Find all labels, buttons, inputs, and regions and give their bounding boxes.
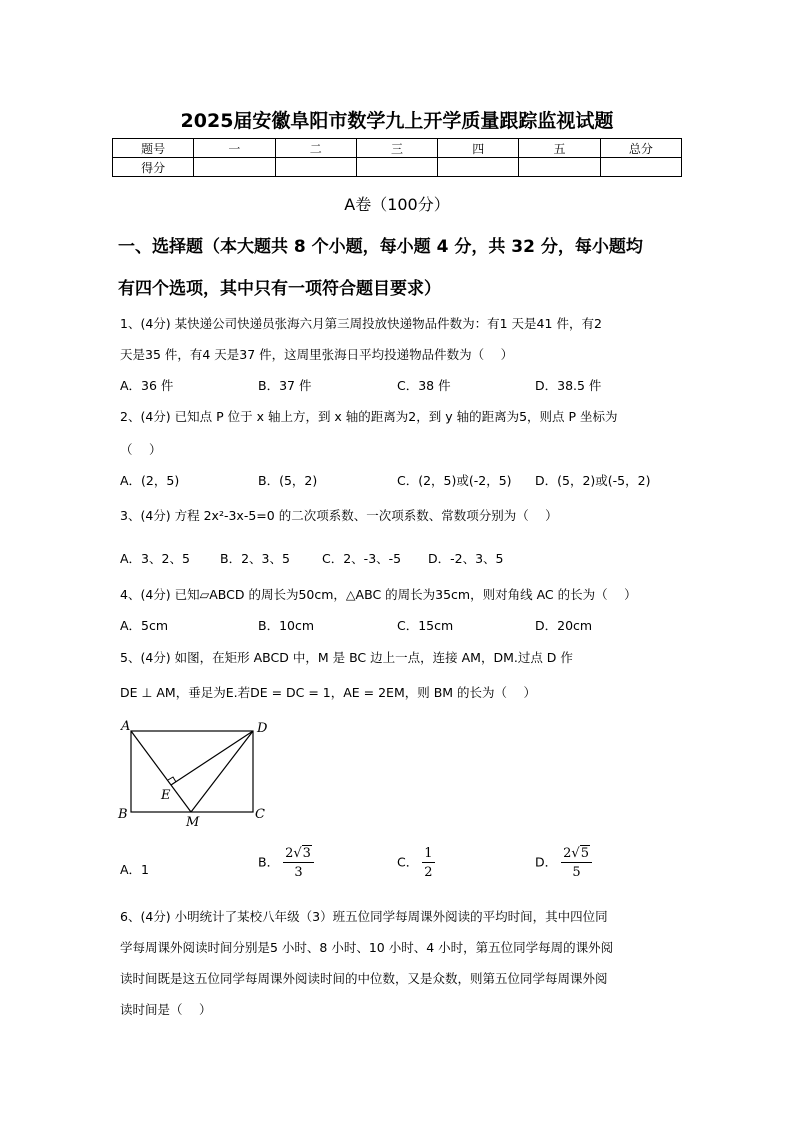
score-cell xyxy=(194,158,275,177)
q1-option-b: B．37 件 xyxy=(258,378,312,393)
rectangle-abcd-figure xyxy=(112,716,272,831)
score-header-cell: 一 xyxy=(194,139,275,158)
q2-option-b: B．(5，2) xyxy=(258,473,318,488)
label-m: M xyxy=(186,815,200,830)
q5-option-d-prefix: D． xyxy=(535,854,558,870)
q4-option-a: A．5cm xyxy=(120,618,169,633)
q5-option-d-coef: 2 xyxy=(563,846,572,861)
score-header-cell: 四 xyxy=(438,139,519,158)
q5-option-c-prefix: C． xyxy=(397,854,419,870)
segment-dm xyxy=(191,731,253,812)
section1-heading-line2: 有四个选项，其中只有一项符合题目要求） xyxy=(118,279,441,299)
q5-option-b-coef: 2 xyxy=(285,846,294,861)
q1-option-c: C．38 件 xyxy=(397,378,451,393)
paper-a-heading: A卷（100分） xyxy=(344,195,450,214)
score-cell xyxy=(356,158,437,177)
q5-option-b xyxy=(258,846,314,880)
label-a: A xyxy=(121,719,131,734)
q2-line2: （ ） xyxy=(120,442,162,457)
q5-option-d-fraction: $\frac{2√5}{5}$ xyxy=(561,846,592,880)
score-cell xyxy=(600,158,681,177)
q1-line1: 1、(4分) 某快递公司快递员张海六月第三周投放快递物品件数为：有1 天是41 件，有2 xyxy=(120,316,602,331)
score-header-cell: 五 xyxy=(519,139,600,158)
q5-option-c-fraction xyxy=(422,846,434,880)
q2-option-d: D．(5，2)或(-5，2) xyxy=(535,473,651,488)
q5-option-b-prefix: B． xyxy=(258,854,280,870)
q3-line1: 3、(4分) 方程 2x²-3x-5=0 的二次项系数、一次项系数、常数项分别为（ ） xyxy=(120,508,558,523)
q5-option-b-radicand: 3 xyxy=(302,846,311,861)
exam-title: 2025届安徽阜阳市数学九上开学质量跟踪监视试题 xyxy=(180,110,614,132)
q5-line1: 5、(4分) 如图，在矩形 ABCD 中，M 是 BC 边上一点，连接 AM，DM.过点 D 作 xyxy=(120,650,573,665)
q4-option-c: C．15cm xyxy=(397,618,454,633)
q5-option-a: A．1 xyxy=(120,862,150,877)
score-header-cell: 二 xyxy=(275,139,356,158)
q1-option-a: A．36 件 xyxy=(120,378,174,393)
q2-option-c: C．(2，5)或(-2，5) xyxy=(397,473,512,488)
q6-line3: 读时间既是这五位同学每周课外阅读时间的中位数，又是众数，则第五位同学每周课外阅 xyxy=(120,971,608,986)
section1-heading-line1: 一、选择题（本大题共 8 个小题，每小题 4 分，共 32 分，每小题均 xyxy=(118,237,643,257)
score-header-cell: 题号 xyxy=(113,139,194,158)
score-cell xyxy=(438,158,519,177)
q5-option-c xyxy=(397,846,435,880)
q6-line1: 6、(4分) 小明统计了某校八年级（3）班五位同学每周课外阅读的平均时间，其中四位同 xyxy=(120,909,608,924)
q6-line2: 学每周课外阅读时间分别是5 小时、8 小时、10 小时、4 小时，第五位同学每周的课外阅 xyxy=(120,940,614,955)
label-e: E xyxy=(161,788,171,803)
label-d: D xyxy=(257,721,268,736)
q2-option-a: A．(2，5) xyxy=(120,473,180,488)
score-row-label: 得分 xyxy=(113,158,194,177)
q5-option-c-den: 2 xyxy=(424,865,433,880)
q5-option-d xyxy=(535,846,592,880)
q5-option-b-fraction: $\frac{2√3}{3}$ xyxy=(283,846,314,880)
q3-option-b: B．2、3、5 xyxy=(220,551,290,566)
q3-option-d: D．-2、3、5 xyxy=(428,551,504,566)
segment-de xyxy=(171,731,253,785)
q1-option-d: D．38.5 件 xyxy=(535,378,602,393)
q4-option-d: D．20cm xyxy=(535,618,593,633)
q3-option-a: A．3、2、5 xyxy=(120,551,190,566)
q6-line4: 读时间是（ ） xyxy=(120,1002,212,1017)
score-cell xyxy=(275,158,356,177)
q5-option-d-den: 5 xyxy=(572,865,581,880)
label-c: C xyxy=(255,807,265,822)
score-cell xyxy=(519,158,600,177)
q4-option-b: B．10cm xyxy=(258,618,315,633)
q4-line1: 4、(4分) 已知▱ABCD 的周长为50cm，△ABC 的周长为35cm，则对角线 AC 的长为（ ） xyxy=(120,587,637,602)
score-table-header-row xyxy=(113,139,682,158)
score-table xyxy=(112,138,682,177)
label-b: B xyxy=(118,807,128,822)
q5-option-c-num: 1 xyxy=(424,846,433,861)
score-header-cell: 三 xyxy=(356,139,437,158)
score-header-cell: 总分 xyxy=(600,139,681,158)
q2-line1: 2、(4分) 已知点 P 位于 x 轴上方，到 x 轴的距离为2，到 y 轴的距离为5，则点 P 坐标为 xyxy=(120,409,618,424)
score-table-score-row xyxy=(113,158,682,177)
q5-option-b-den: 3 xyxy=(294,865,303,880)
right-angle-mark xyxy=(168,777,176,782)
q3-option-c: C．2、-3、-5 xyxy=(322,551,402,566)
q1-line2: 天是35 件，有4 天是37 件，这周里张海日平均投递物品件数为（ ） xyxy=(120,347,514,362)
q5-option-d-radicand: 5 xyxy=(580,846,589,861)
q5-line2: DE ⊥ AM，垂足为E.若DE = DC = 1，AE = 2EM，则 BM 的长为（ ） xyxy=(120,685,537,700)
